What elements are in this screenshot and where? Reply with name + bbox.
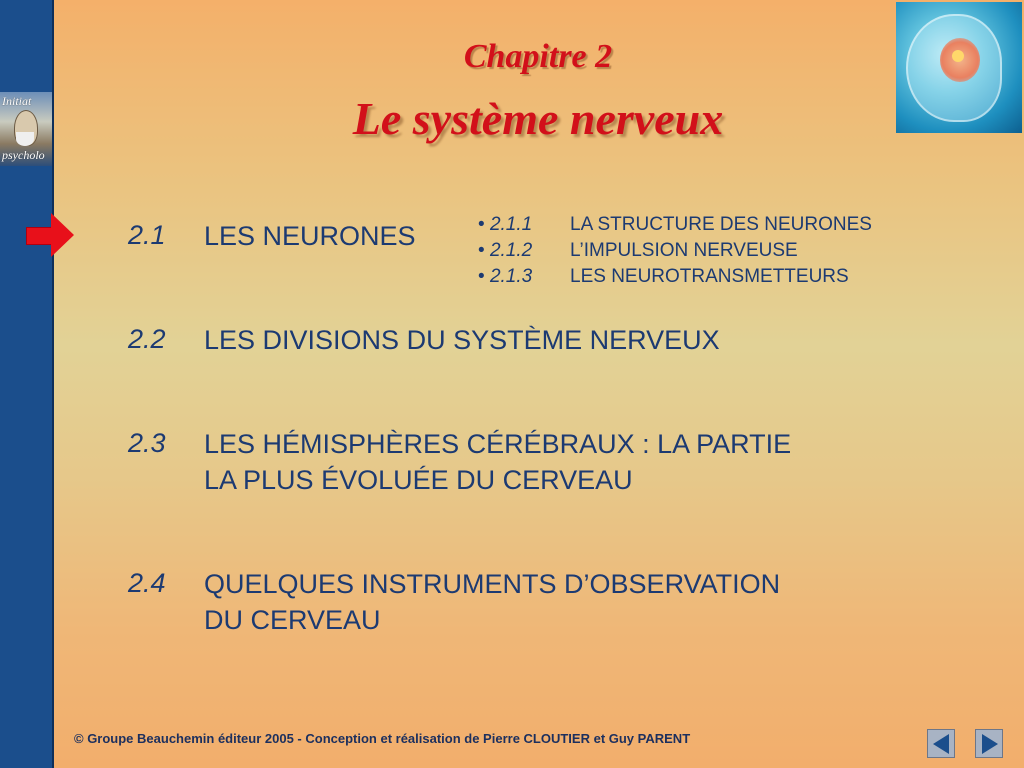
arrow-right-icon-body (26, 227, 54, 245)
section-title-line: DU CERVEAU (204, 605, 381, 635)
section-title-line: LA PLUS ÉVOLUÉE DU CERVEAU (204, 465, 633, 495)
previous-slide-button[interactable] (927, 729, 955, 758)
section-title-line: LES HÉMISPHÈRES CÉRÉBRAUX : LA PARTIE (204, 429, 792, 459)
bullet: • (478, 240, 485, 261)
slide-title: Le système nerveux (352, 93, 724, 144)
triangle-left-icon (933, 734, 949, 754)
section-number-2-2: 2.2 (128, 324, 166, 354)
subsection-title: L’IMPULSION NERVEUSE (570, 240, 798, 261)
bullet: • (478, 214, 485, 235)
section-link-instruments[interactable] (204, 566, 780, 638)
section-number-2-1: 2.1 (128, 220, 166, 250)
section-title-line: QUELQUES INSTRUMENTS D’OBSERVATION (204, 569, 781, 599)
section-link-les-neurones[interactable] (204, 218, 416, 254)
next-slide-button[interactable] (975, 729, 1003, 758)
subsection-link-2-1-2[interactable] (478, 240, 798, 262)
subsection-number: 2.1.3 (489, 266, 533, 287)
subsection-number: 2.1.2 (489, 240, 533, 261)
logo-word-bottom: psycholo (2, 148, 45, 162)
subsection-title: LA STRUCTURE DES NEURONES (570, 214, 872, 235)
arrow-right-icon (51, 213, 74, 257)
subsection-link-2-1-3[interactable] (478, 266, 849, 288)
section-number-2-4: 2.4 (128, 568, 166, 598)
subsection-title: LES NEUROTRANSMETTEURS (570, 266, 849, 287)
triangle-right-icon (982, 734, 998, 754)
footer-credit: © Groupe Beauchemin éditeur 2005 - Conception et réalisation de Pierre CLOUTIER et Guy PARENT (74, 731, 691, 746)
section-title-line: LES DIVISIONS DU SYSTÈME NERVEUX (204, 325, 720, 355)
logo-word-top: Initiat (2, 94, 32, 108)
section-title-line: LES NEURONES (204, 221, 416, 251)
subsection-number: 2.1.1 (489, 214, 533, 235)
section-number-2-3: 2.3 (128, 428, 166, 458)
bullet: • (478, 266, 485, 287)
subsection-link-2-1-1[interactable] (478, 214, 872, 236)
section-link-divisions[interactable] (204, 322, 720, 358)
section-link-hemispheres[interactable] (204, 426, 791, 498)
chapter-label: Chapitre 2 (463, 38, 613, 75)
